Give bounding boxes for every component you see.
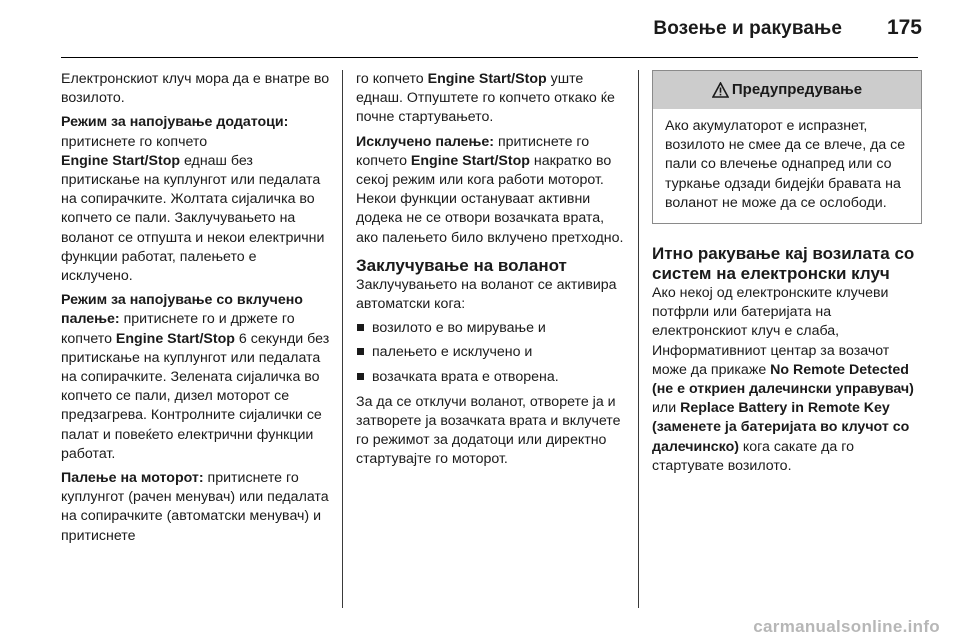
list-item-text: палењето е исклучено и xyxy=(372,344,533,361)
section-heading-emergency: Итно ракување кај возилата со систем на електронски клуч xyxy=(652,244,915,284)
header-rule xyxy=(61,57,918,58)
text: го копчето xyxy=(356,71,428,87)
text: притиснете го копчето xyxy=(61,133,208,150)
button-name: Engine Start/Stop xyxy=(61,152,181,169)
column-divider xyxy=(342,70,343,608)
paragraph-key-inside: Електронскиот клуч мора да е внатре во возилото. xyxy=(61,71,330,107)
text: притиснете го куплунгот (рачен менувач) или педалата на сопирачките (автоматски менувач) и притиснете xyxy=(61,470,329,544)
section-heading-steering-lock: Заклучување на воланот xyxy=(356,255,567,275)
warning-box xyxy=(652,70,922,224)
text: еднаш без притискање на куплунгот или педалата на сопирачките. Жолтата сијаличка во копчето се пали. Заклучувањето на воланот се отпушта и некои електрични функции работат, палењето е исклучено. xyxy=(61,152,325,285)
page-header xyxy=(0,0,960,56)
column-2 xyxy=(356,70,626,475)
warning-title: Предупредување xyxy=(731,81,863,99)
text: или xyxy=(652,400,681,417)
text: 6 секунди без притискање на куплунгот или педалата на сопирачките. Зелената сијаличка во копчето се пали, дизел моторот се предзагрева. Контролните сијалички се палат и повеќето електрични функции работат. xyxy=(61,330,330,462)
term-ignition-off: Исклучено палење: xyxy=(356,133,495,150)
paragraph-unlock-steering: За да се отклучи воланот, отворете ја и затворете ја возачката врата и вклучете го режимот за додатоци или директно стартувајте го моторот. xyxy=(356,393,621,468)
term-engine-start: Палење на моторот: xyxy=(61,470,204,487)
bullet-square-icon xyxy=(357,348,364,355)
text: притиснете го и држете го копчето xyxy=(61,311,295,347)
column-divider xyxy=(638,70,639,608)
text: кога сакате да го стартувате возилото. xyxy=(652,438,854,474)
paragraph-accessory-mode xyxy=(61,113,331,286)
bullet-square-icon xyxy=(357,324,364,331)
text: уште еднаш. Отпуштете го копчето откако ќе почне стартувањето. xyxy=(356,71,615,126)
column-1 xyxy=(61,70,331,551)
list-item xyxy=(356,368,626,387)
button-name: Engine Start/Stop xyxy=(427,71,547,87)
warning-body: Ако акумулаторот е испразнет, возилото не смее да се влече, да се пали со влечење однапред или со туркање одзади бидејќи бравата на воланот не може да се ослободи. xyxy=(665,118,906,211)
list-item-text: возачката врата е отворена. xyxy=(372,368,559,385)
page-number: 175 xyxy=(886,16,922,39)
condition-list xyxy=(356,319,626,387)
paragraph-emergency xyxy=(652,284,922,476)
list-item-text: возилото е во мирување и xyxy=(372,320,546,337)
paragraph-engine-start xyxy=(61,469,331,546)
button-name: Engine Start/Stop xyxy=(410,152,530,169)
warning-triangle-icon xyxy=(712,82,729,98)
text: притиснете го копчето xyxy=(356,133,590,169)
message-replace-battery: Replace Battery in Remote Key (заменете ја батеријата во клучот со далечинско) xyxy=(652,400,910,455)
button-name: Engine Start/Stop xyxy=(115,330,235,347)
paragraph-ignition-off xyxy=(356,133,626,248)
term-accessory-mode: Режим за напојување додатоци: xyxy=(61,114,289,131)
paragraph-ignition-mode xyxy=(61,291,331,464)
text: накратко во секој режим или кога работи моторот. Некои функции остануваат активни додека не се отвори возачката врата, ако палењето било вклучено претходно. xyxy=(356,152,624,246)
paragraph-start-continued xyxy=(356,70,626,128)
text: Ако некој од електронските клучеви потфрли или батеријата на електронскиот клуч е слаба, Информативниот центар за возачот може да прикаже xyxy=(652,285,890,378)
bullet-square-icon xyxy=(357,373,364,380)
paragraph-steering-lock-intro: Заклучувањето на воланот се активира автоматски кога: xyxy=(356,276,617,313)
watermark: carmanualsonline.info xyxy=(753,617,940,636)
warning-header xyxy=(653,71,921,109)
message-no-remote: No Remote Detected (не е откриен далечински управувач) xyxy=(652,361,914,398)
page-title: Возење и ракување xyxy=(653,18,842,39)
column-3 xyxy=(652,70,922,481)
list-item xyxy=(356,319,626,338)
term-ignition-mode: Режим за напојување со вклучено палење: xyxy=(61,292,303,328)
list-item xyxy=(356,343,626,362)
